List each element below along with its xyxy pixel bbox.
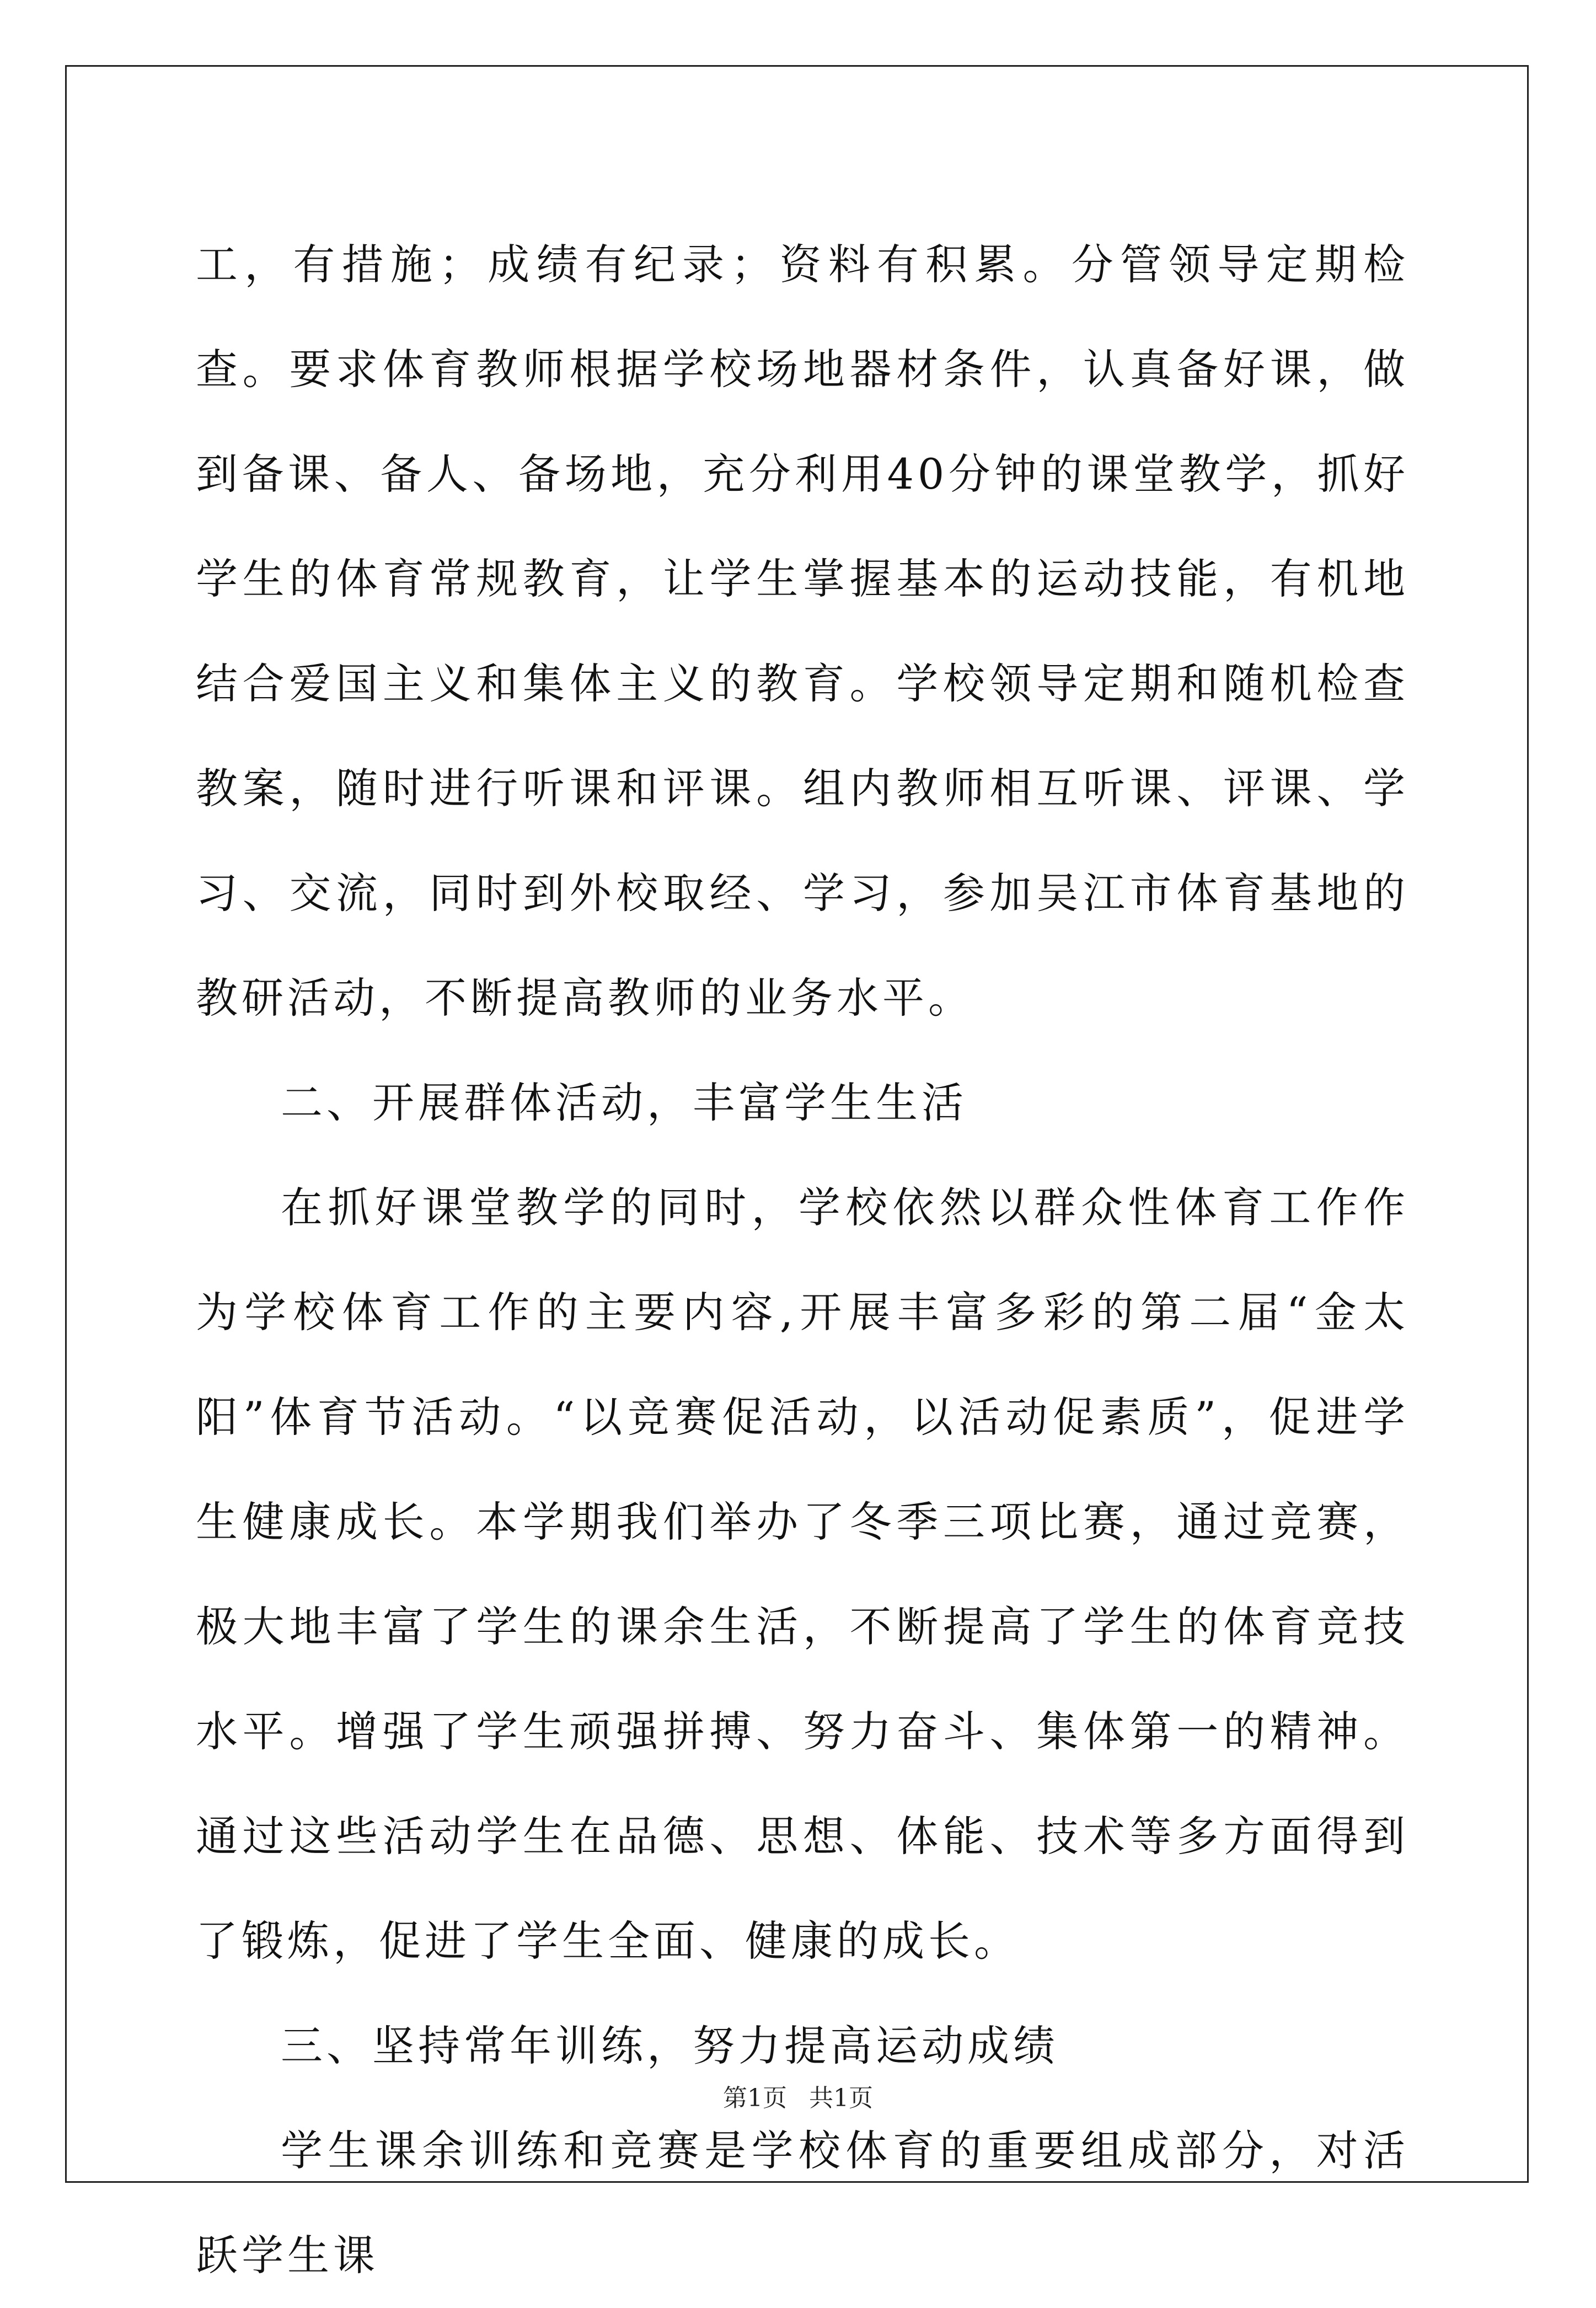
paragraph-training: 学生课余训练和竞赛是学校体育的重要组成部分，对活跃学生课: [196, 2126, 1409, 2280]
paragraph-continuation: 工，有措施；成绩有纪录；资料有积累。分管领导定期检查。要求体育教师根据学校场地器材条件，认真备好课，做到备课、备人、备场地，充分利用40分钟的课堂教学，抓好学生的体育常规教育，让学生掌握基本的运动技能，有机地结合爱国主义和集体主义的教育。学校领导定期和随机检查教案，随时进行听课和评课。组内教师相互听课、评课、学习、交流，同时到外校取经、学习，参加吴江市体育基地的教研活动，不断提高教师的业务水平。: [196, 240, 1409, 1022]
page-total: 共1页: [809, 2084, 873, 2112]
paragraph-group-activities: 在抓好课堂教学的同时，学校依然以群众性体育工作作为学校体育工作的主要内容,开展丰富多彩的第二届“金太阳”体育节活动。“以竞赛促活动，以活动促素质”，促进学生健康成长。本学期我们举办了冬季三项比赛，通过竞赛，极大地丰富了学生的课余生活，不断提高了学生的体育竞技水平。增强了学生顽强拼搏、努力奋斗、集体第一的精神。通过这些活动学生在品德、思想、体能、技术等多方面得到了锻炼，促进了学生全面、健康的成长。: [196, 1183, 1409, 1966]
page-number: 第1页: [723, 2084, 787, 2112]
document-body: [196, 212, 1409, 2308]
section-heading-3: 三、坚持常年训练，努力提高运动成绩: [281, 2021, 1059, 2070]
section-heading-2: 二、开展群体活动，丰富学生生活: [281, 1078, 967, 1127]
page-footer: [0, 2082, 1596, 2115]
